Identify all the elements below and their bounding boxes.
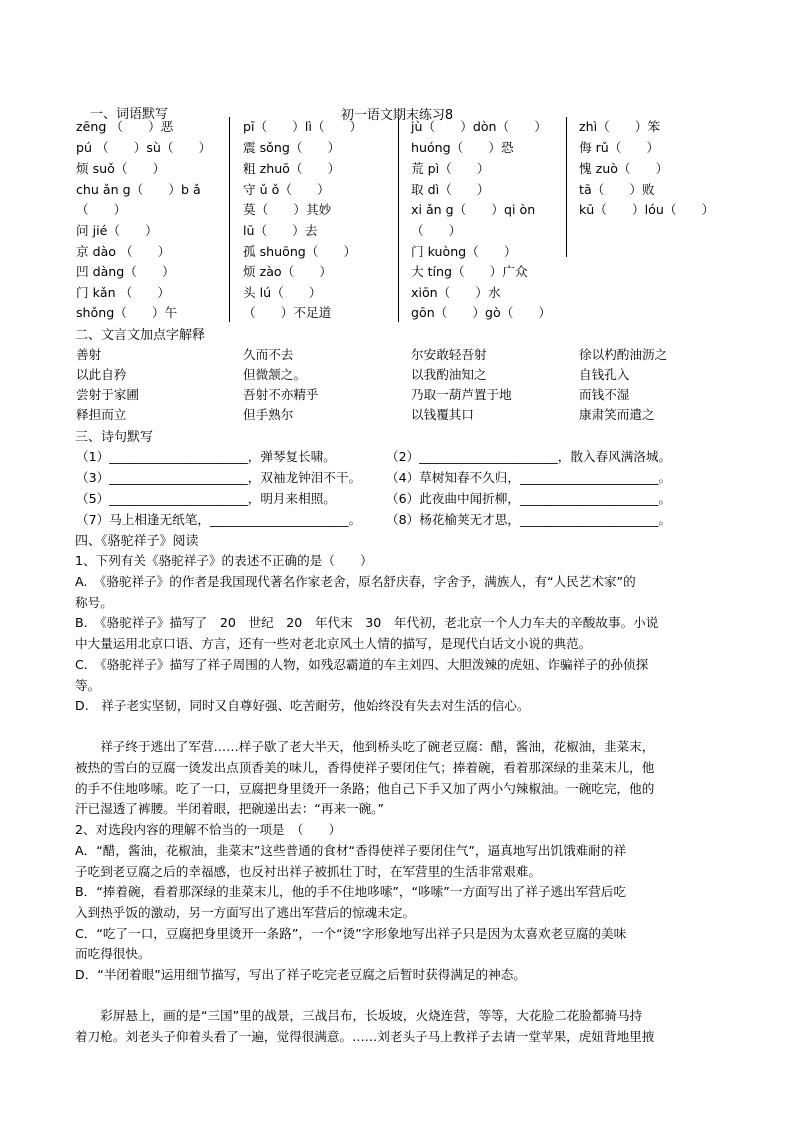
option-a: 子吃到老豆腐之后的幸福感，也反衬出祥子被抓壮丁时，在军营里的生活非常艰难。 [75, 864, 541, 879]
option-d: D. 祥子老实坚韧，同时又自尊好强、吃苦耐劳，他始终没有失去对生活的信心。 [75, 698, 530, 713]
classical-item: 释担而立 [76, 407, 127, 422]
classical-item: 但手熟尔 [243, 407, 294, 422]
poem-item: （2）______________________，散入春风满洛城。 [386, 449, 672, 464]
vocab-item: 京 dào （ ） [76, 244, 171, 259]
question-stem: 1、下列有关《骆驼祥子》的表述不正确的是（ ） [75, 553, 373, 568]
vocab-divider [398, 117, 399, 322]
vocab-item: 取 dì（ ） [411, 182, 490, 197]
passage-line: 彩屏悬上，画的是“三国”里的战景，三战吕布，长坂坡，火烧连营，等等，大花脸二花脸都骑马持 [75, 1008, 643, 1023]
option-a: A. 《骆驼祥子》的作者是我国现代著名作家老舍，原名舒庆春，字舍予，满族人，有“人民艺术家”的 [75, 574, 636, 589]
option-b: 入到热乎饭的激动，另一方面写出了逃出军营后的惊魂未定。 [75, 905, 416, 920]
vocab-item: 头 lú（ ） [243, 285, 322, 300]
section-heading: 四、《骆驼祥子》阅读 [75, 534, 199, 549]
poem-item: （8）杨花榆荚无才思，______________________。 [386, 512, 672, 527]
vocab-item: gōn（ ）gò（ ） [411, 305, 552, 320]
passage-line: 汗已湿透了裤腰。半闭着眼，把碗递出去：“再来一碗。” [75, 801, 384, 816]
vocab-item: 烦 suǒ（ ） [76, 161, 166, 176]
vocab-item: 问 jié（ ） [76, 223, 158, 238]
vocab-item: pī（ ）lì（ ） [243, 119, 363, 134]
classical-item: 以此自矜 [76, 367, 127, 382]
vocab-item: zēng （ ）恶 [76, 119, 174, 134]
poem-item: （4）草树知春不久归，______________________。 [386, 470, 672, 485]
vocab-item: 侮 rǔ（ ） [579, 140, 660, 155]
vocab-item: 烦 zào（ ） [243, 264, 333, 279]
option-a: A．“醋，酱油，花椒油，韭菜末”这些普通的食材“香得使祥子要闭住气”，逼真地写出饥饿难耐的祥 [75, 843, 627, 858]
page-title: 初一语文期末练习8 [340, 108, 454, 123]
vocab-item: 凹 dàng（ ） [76, 264, 175, 279]
vocab-divider [229, 117, 230, 322]
option-d: D．“半闭着眼”运用细节描写，写出了祥子吃完老豆腐之后暂时获得满足的神态。 [75, 967, 526, 982]
vocab-item: chu ǎn g（ ）b ǎ [76, 182, 201, 197]
vocab-item: 粗 zhuō（ ） [243, 161, 341, 176]
poem-item: （1）______________________，弹琴复长啸。 [76, 449, 336, 464]
passage-line: 着刀枪。刘老头子仰着头看了一遍，觉得很满意。……刘老头子马上教祥子去请一堂苹果，虎妞背地里掖 [75, 1029, 655, 1044]
vocab-item: 愧 zuò（ ） [579, 161, 669, 176]
vocab-item: xi ǎn g（ ）qi òn [411, 202, 536, 217]
classical-item: 以我酌油知之 [411, 367, 487, 382]
option-b: B．“捧着碗，看着那深绿的韭菜末儿，他的手不住地哆嗦”，“哆嗦”一方面写出了祥子逃出军营后吃 [75, 884, 627, 899]
poem-item: （6）此夜曲中闻折柳，______________________。 [386, 491, 672, 506]
vocab-item: 震 sǒng（ ） [243, 140, 341, 155]
section-heading: 一、词语默写 [90, 107, 169, 122]
classical-item: 乃取一葫芦置于地 [411, 387, 512, 402]
option-c: C．“吃了一口，豆腐把身里烫开一条路”，一个“烫”字形象地写出祥子只是因为太喜欢老豆腐的美味 [75, 926, 627, 941]
classical-item: 康肃笑而遣之 [579, 407, 655, 422]
option-c: C. 《骆驼祥子》描写了祥子周围的人物，如残忍霸道的车主刘四、大胆泼辣的虎妞、诈骗祥子的孙侦探 [75, 657, 649, 672]
poem-item: （7）马上相逢无纸笔，______________________。 [76, 512, 362, 527]
section-heading: 二、文言文加点字解释 [75, 328, 206, 343]
vocab-item: kū（ ）lóu（ ） [579, 202, 715, 217]
classical-item: 徐以杓酌油沥之 [579, 347, 668, 362]
vocab-item: （ ） [411, 223, 462, 238]
vocab-item: （ ）不足道 [243, 305, 332, 320]
option-b: B. 《骆驼祥子》描写了 20 世纪 20 年代末 30 年代初，老北京一个人力车夫的辛酸故事。小说 [75, 615, 659, 630]
vocab-item: （ ） [76, 202, 127, 217]
vocab-item: 门 kuòng（ ） [411, 244, 517, 259]
classical-item: 尔安敢轻吾射 [411, 347, 487, 362]
vocab-item: huóng（ ）恐 [411, 140, 514, 155]
vocab-item: 荒 pì（ ） [411, 161, 490, 176]
vocab-item: 门 kǎn （ ） [76, 285, 170, 300]
option-c: 而吃得很快。 [75, 946, 151, 961]
classical-item: 久而不去 [243, 347, 294, 362]
option-b: 中大量运用北京口语、方言，还有一些对老北京风土人情的描写，是现代白话文小说的典范。 [75, 636, 592, 651]
passage-line: 的手不住地哆嗦。吃了一口，豆腐把身里烫开一条路；他自己下手又加了两小勺辣椒油。一碗吃完，他的 [75, 781, 655, 796]
section-heading: 三、诗句默写 [75, 430, 154, 445]
passage-line: 被热的雪白的豆腐一烫发出点顶香美的味儿，香得使祥子要闭住气；捧着碗，看着那深绿的韭菜末儿，他 [75, 760, 655, 775]
passage-line: 祥子终于逃出了军营……样子歇了老大半天，他到桥头吃了碗老豆腐：醋，酱油，花椒油，韭菜末， [75, 739, 655, 754]
vocab-item: 大 tíng（ ）广众 [411, 264, 528, 279]
poem-item: （5）______________________，明月来相照。 [76, 491, 336, 506]
poem-item: （3）______________________，双袖龙钟泪不干。 [76, 470, 362, 485]
classical-item: 尝射于家圃 [76, 387, 139, 402]
vocab-item: xiōn（ ）水 [411, 285, 501, 300]
vocab-item: shǒng（ ）午 [76, 305, 178, 320]
vocab-item: 孤 shuōng（ ） [243, 244, 357, 259]
classical-item: 自钱孔入 [579, 367, 630, 382]
classical-item: 以钱覆其口 [411, 407, 474, 422]
question-stem: 2、对选段内容的理解不恰当的一项是 （ ） [75, 822, 342, 837]
option-a: 称号。 [75, 595, 113, 610]
vocab-item: lū（ ）去 [243, 223, 318, 238]
vocab-divider [566, 117, 567, 257]
vocab-item: jù（ ）dòn（ ） [411, 119, 547, 134]
vocab-item: zhì（ ）笨 [579, 119, 661, 134]
option-c: 等。 [75, 678, 101, 693]
classical-item: 而钱不湿 [579, 387, 630, 402]
vocab-item: 莫（ ）其妙 [243, 202, 332, 217]
classical-item: 但微颔之。 [243, 367, 306, 382]
classical-item: 善射 [76, 347, 102, 362]
vocab-item: 守 ǔ ǒ（ ） [243, 182, 330, 197]
vocab-item: tā（ ）败 [579, 182, 655, 197]
classical-item: 吾射不亦精乎 [243, 387, 319, 402]
vocab-item: pú （ ）sù（ ） [76, 140, 212, 155]
